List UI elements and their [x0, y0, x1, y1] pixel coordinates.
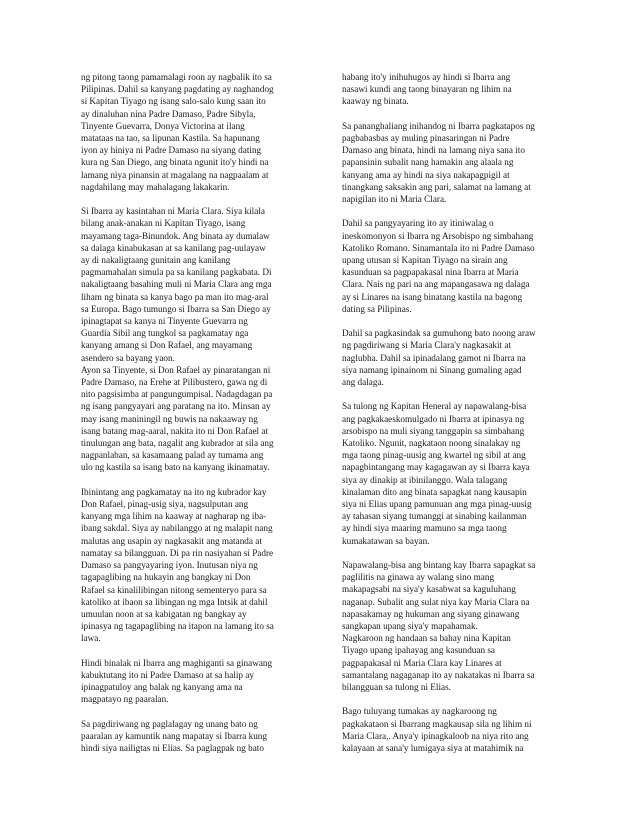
paragraph	[342, 217, 572, 315]
text-line: lamang niya pinansin at magalang na nagpaalam at	[81, 169, 269, 180]
text-line: Dahil sa pagkasindak sa gumuhong bato noong araw	[342, 328, 536, 339]
text-line: namatay sa bilangguan. Di pa rin nasiyahan si Padre	[81, 547, 274, 558]
right-column	[342, 71, 572, 766]
text-line: Ibinintang ang pagkamatay na ito ng kubrador kay	[81, 486, 267, 497]
text-line: ay tahasan siyang tumanggi at sinabing kailanman	[342, 511, 527, 522]
text-line: ay di nakaligtaang gunitain ang kanilang	[81, 255, 231, 266]
text-line: kabuktutang ito ni Padre Damaso at sa halip ay	[81, 669, 254, 680]
text-line: Tiyago upang ipahayag ang kasunduan sa	[342, 645, 496, 656]
paragraph	[81, 364, 314, 474]
text-line: pagpapakasal ni Maria Clara kay Linares at	[342, 657, 502, 668]
left-column	[81, 71, 314, 767]
text-line: arsobispo na muli siyang tanggapin sa simbahang	[342, 425, 525, 436]
paragraph	[342, 327, 572, 388]
text-line: katoliko at ibaon sa libingan ng mga Intsik at dahil	[81, 596, 268, 607]
text-line: napasakamay ng hukuman ang siyang ginawang	[342, 608, 520, 619]
text-line: Padre Damaso, na Erehe at Pilibustero, gawa ng di	[81, 377, 268, 388]
text-line: lawa.	[81, 633, 101, 644]
text-line: ang dalaga.	[342, 377, 384, 388]
text-line: papansinin subalit nang hamakin ang alaala ng	[342, 157, 514, 168]
text-line: napigilan ito ni Maria Clara.	[342, 194, 447, 205]
text-line: kanyang mga lihim na kaaway at nagharap ng iba-	[81, 511, 267, 522]
text-line: malutas ang usapin ay nagkasakit ang matanda at	[81, 535, 262, 546]
text-line: sa Europa. Bago tumungo si Ibarra sa San Diego ay	[81, 303, 271, 314]
paragraph	[81, 205, 314, 364]
paragraph	[81, 657, 314, 706]
text-line: naglubha. Dahil sa ipinadalang gamot ni Ibarra na	[342, 352, 526, 363]
text-line: ang pagkakaeskomulgado ni Ibarra at ipinasya ng	[342, 413, 525, 424]
text-line: paglilitis na ginawa ay walang sino mang	[342, 572, 495, 583]
text-line: iyon ay hiniya ni Padre Damaso na siyang dating	[81, 145, 262, 156]
text-line: siya namang ipinainom ni Sinang gumaling agad	[342, 364, 522, 375]
text-line: Guardia Sibil ang tungkol sa pagkamatay nga	[81, 328, 249, 339]
text-line: ay si Linares na isang binatang kastila na bagong	[342, 291, 523, 302]
paragraph	[342, 705, 572, 754]
text-line: kanyang amang si Don Rafael, ang mayamang	[81, 340, 253, 351]
text-line: tagapaglibing na hukayin ang bangkay ni Don	[81, 572, 251, 583]
text-line: ipinasya ng tagapaglibing na itapon na lamang ito sa	[81, 621, 274, 632]
text-line: kasunduan sa pagpapakasal nina Ibarra at Maria	[342, 267, 519, 278]
text-line: kinalaman dito ang binata sapagkat nang kausapin	[342, 486, 527, 497]
text-line: ay dinaluhan nina Padre Damaso, Padre Sibyla,	[81, 108, 256, 119]
text-line: ulo ng kastila sa isang bato na kanyang ikinamatay.	[81, 462, 270, 473]
text-line: naganap. Subalit ang sulat niya kay Maria Clara na	[342, 596, 530, 607]
text-line: Don Rafael, pinag-usig siya, nagsulputan ang	[81, 499, 249, 510]
text-line: mayamang taga-Binundok. Ang binata ay dumalaw	[81, 230, 270, 241]
text-line: napagbintangang may kagagawan ay si Ibarra kaya	[342, 462, 530, 473]
text-line: Dahil sa pangyayaring ito ay itiniwalag o	[342, 218, 494, 229]
paragraph	[81, 718, 314, 755]
text-line: Damaso ang binata, hindi na lamang niya sana ito	[342, 145, 525, 156]
text-line: nasawi kundi ang taong binayaran ng lihim na	[342, 84, 512, 95]
text-line: Katoliko Romano. Sinamantala ito ni Padre Damaso	[342, 242, 535, 253]
text-line: sa dalaga kinabukasan at sa kanilang pag-uulayaw	[81, 242, 266, 253]
text-line: umuulan noon at sa kabigatan ng bangkay ay	[81, 608, 247, 619]
text-line: ay hindi siya maaring mamuno sa mga taong	[342, 523, 507, 534]
text-line: nagdahilang may mahalagang lakakarin.	[81, 181, 230, 192]
text-line: Pilipinas. Dahil sa kanyang pagdating ay naghandog	[81, 84, 274, 95]
text-line: magpatayo ng paaralan.	[81, 694, 169, 705]
paragraph	[81, 71, 314, 193]
text-line: kumakatawan sa bayan.	[342, 535, 430, 546]
paragraph	[342, 632, 572, 693]
text-line: kanyang ama ay hindi na siya nakapagpigil at	[342, 169, 510, 180]
text-line: nagpanlaban, sa kasamaang palad ay tumama ang	[81, 450, 264, 461]
text-line: kura ng San Diego, ang binata ngunit ito'y hindi na	[81, 157, 269, 168]
text-line: bilang anak-anakan ni Kapitan Tiyago, isang	[81, 218, 246, 229]
text-line: paaralan ay kamuntik nang mapatay si Ibarra kung	[81, 730, 267, 741]
paragraph	[81, 486, 314, 645]
text-line: ipinagtapat sa kanya ni Tinyente Guevarra ng	[81, 316, 248, 327]
text-line: hindi siya nailigtas ni Elias. Sa paglagpak ng bato	[81, 743, 264, 754]
text-line: matataas na tao, sa lipunan Kastila. Sa hapunang	[81, 133, 260, 144]
paragraph	[342, 559, 572, 632]
text-line: Nagkaroon ng handaan sa bahay nina Kapitan	[342, 633, 511, 644]
text-line: Napawalang-bisa ang bintang kay Ibarra sapagkat sa	[342, 560, 536, 571]
text-line: tinangkang saksakin ang pari, salamat na lamang at	[342, 181, 531, 192]
text-line: Clara. Nais ng pari na ang mapangasawa ng dalaga	[342, 279, 530, 290]
text-line: si Kapitan Tiyago ng isang salo-salo kung saan ito	[81, 96, 266, 107]
paragraph	[342, 71, 572, 108]
text-line: Ayon sa Tinyente, si Don Rafael ay pinaratangan ni	[81, 364, 271, 375]
text-line: Katoliko. Ngunit, nagkataon noong sinalakay ng	[342, 438, 521, 449]
text-line: Rafael sa kinalilibingan nitong sementeryo para sa	[81, 584, 267, 595]
text-line: kaaway ng binata.	[342, 96, 409, 107]
text-line: Sa pagdiriwang ng paglalagay ng unang bato ng	[81, 718, 258, 729]
text-line: Maria Clara,. Anya'y ipinagkaloob na niya rito ang	[342, 730, 529, 741]
text-line: makapagsabi na siya'y kasabwat sa kaguluhang	[342, 584, 516, 595]
paragraph	[342, 400, 572, 546]
text-line: sangkapan upang siya'y mapahamak.	[342, 621, 478, 632]
text-line: Sa pananghaliang inihandog ni Ibarra pagkatapos ng	[342, 120, 535, 131]
text-line: may isang maniningil ng buwis na nakaaway ng	[81, 413, 258, 424]
text-line: habang ito'y inihuhugos ay hindi si Ibarra ang	[342, 72, 511, 82]
text-line: tinulungan ang bata, nagalit ang kubrador at sila ang	[81, 438, 274, 449]
text-line: ng isang pangyayari ang paratang na ito. Minsan ay	[81, 401, 271, 412]
text-line: ibang sakdal. Siya ay nabilanggo at ng malapit nang	[81, 523, 273, 534]
text-line: Si Ibarra ay kasintahan ni Maria Clara. Siya kilala	[81, 206, 265, 217]
text-line: pagbabasbas ay muling pinasaringan ni Padre	[342, 133, 510, 143]
text-line: nito pagsisimba at pangungumpisal. Nadagdagan pa	[81, 389, 273, 400]
text-line: Bago tuluyang tumakas ay nagkaroong ng	[342, 706, 497, 717]
text-line: isang batang mag-aaral, nakita ito ni Don Rafael at	[81, 425, 268, 436]
text-line: ng pitong taong pamamalagi roon ay nagbalik ito sa	[81, 72, 272, 82]
text-line: dating sa Pilipinas.	[342, 303, 412, 314]
text-line: Hindi binalak ni Ibarra ang maghiganti sa ginawang	[81, 657, 273, 668]
text-line: kalayaan at sana'y lumigaya siya at matahimik na	[342, 743, 524, 754]
text-line: siya ni Elias upang pamunuan ang mga pinag-uusig	[342, 499, 532, 510]
text-line: siya ay dinakip at ibinilanggo. Wala talagang	[342, 474, 508, 485]
text-line: upang utusan si Kapitan Tiyago na sirain ang	[342, 255, 508, 266]
text-line: mga taong pinag-uusig ang kwartel ng sibil at ang	[342, 450, 526, 461]
text-line: asendero sa bayang yaon.	[81, 352, 175, 363]
text-line: ipinagpatuloy ang balak ng kanyang ama na	[81, 682, 243, 693]
text-line: pagmamahalan simula pa sa kanilang pagkabata. Di	[81, 267, 272, 278]
paragraph	[342, 120, 572, 205]
text-line: samantalang nagaganap ito ay nakatakas ni Ibarra sa	[342, 669, 535, 680]
text-line: liham ng binata sa kanya bago pa man ito mag-aral	[81, 291, 269, 302]
text-line: ineskomonyon si Ibarra ng Arsobispo ng simbahang	[342, 230, 534, 241]
text-line: pagkakataon si Ibarrang magkausap sila ng lihim ni	[342, 718, 532, 729]
text-line: Damaso sa pangyayaring iyon. Inutusan niya ng	[81, 560, 258, 571]
text-line: Tinyente Guevarra, Donya Victorina at ilang	[81, 120, 245, 131]
text-line: bilangguan sa tulong ni Elias.	[342, 682, 451, 693]
text-line: Sa tulong ng Kapitan Heneral ay napawalang-bisa	[342, 401, 527, 412]
text-line: ng pagdiriwang si Maria Clara'y nagkasakit at	[342, 340, 512, 351]
text-line: nakaligtaang basahing muli ni Maria Clara ang mga	[81, 279, 272, 290]
